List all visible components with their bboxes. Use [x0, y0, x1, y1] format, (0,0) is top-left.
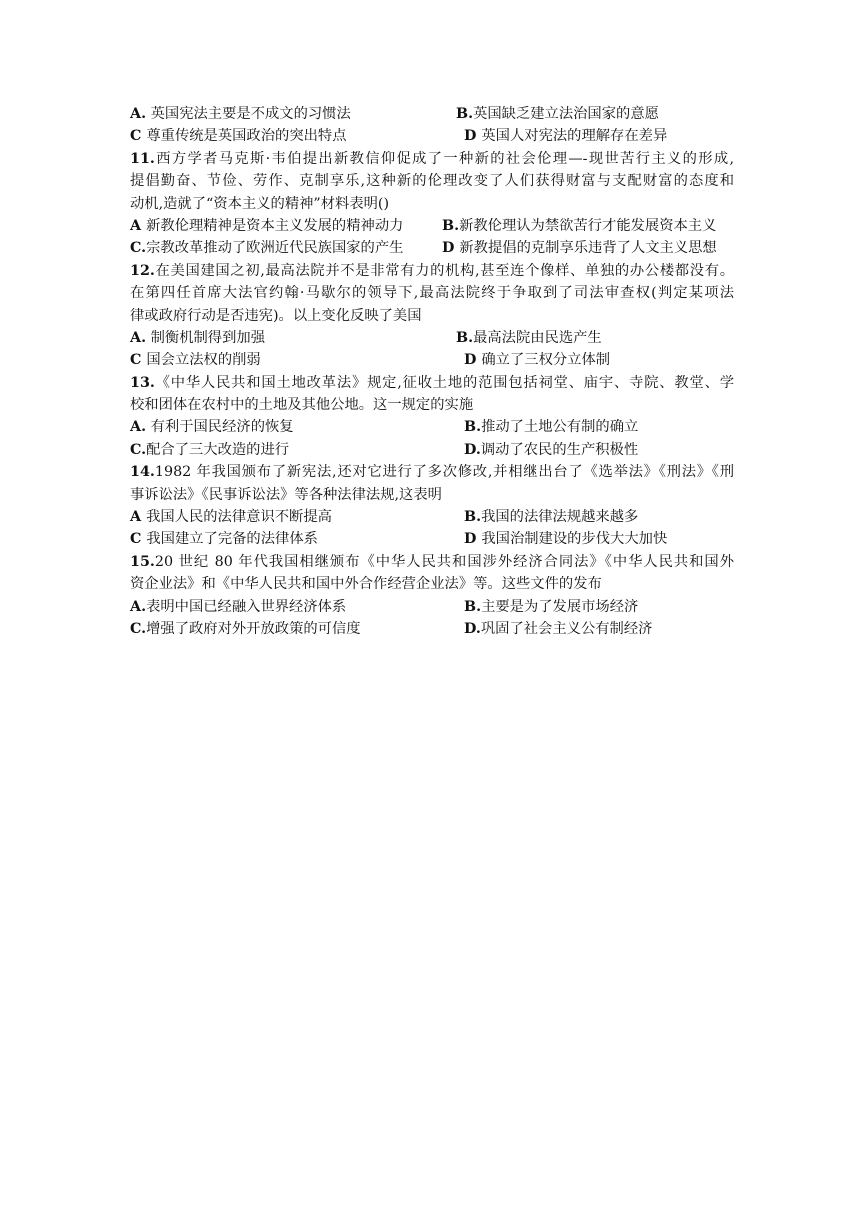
- option-row: [130, 125, 734, 147]
- option-text: 调动了农民的生产积极性: [480, 441, 639, 458]
- option-b[interactable]: [464, 416, 638, 438]
- option-text: 制衡机制得到加强: [146, 329, 265, 346]
- option-c[interactable]: [130, 439, 289, 461]
- question-15: [130, 551, 734, 641]
- option-label: A.: [130, 598, 147, 615]
- option-row: [130, 506, 734, 528]
- question-stem-line: [130, 170, 734, 192]
- option-row: [130, 237, 734, 259]
- option-b[interactable]: [464, 596, 638, 618]
- option-label: D: [464, 128, 482, 145]
- option-text: 增强了政府对外开放政策的可信度: [146, 620, 361, 637]
- question-stem-line: [130, 193, 734, 215]
- option-row: [130, 215, 734, 237]
- option-text: 推动了土地公有制的确立: [481, 419, 639, 436]
- exam-page: [130, 103, 734, 640]
- option-b[interactable]: [442, 215, 716, 237]
- option-row: [130, 416, 734, 438]
- question-stem-text: 20 世纪 80 年代我国相继颁布《中华人民共和国涉外经济合同法》《中华人民共和国外: [154, 553, 734, 570]
- option-text: 宗教改革推动了欧洲近代民族国家的产生: [146, 240, 404, 257]
- option-d[interactable]: [442, 237, 717, 259]
- option-row: [130, 327, 734, 349]
- question-stem-line: [130, 260, 734, 282]
- option-label: D: [464, 352, 482, 369]
- question-11: [130, 148, 734, 260]
- option-a[interactable]: [130, 327, 265, 349]
- option-c[interactable]: [130, 618, 361, 640]
- question-12: [130, 260, 734, 372]
- question-stem-text: 在第四任首席大法官约翰·马歇尔的领导下,最高法院终于争取到了司法审查权(判定某项法: [130, 285, 734, 302]
- option-row: [130, 596, 734, 618]
- question-prev: [130, 103, 734, 148]
- option-text: 尊重传统是英国政治的突出特点: [146, 128, 347, 145]
- option-label: C.: [130, 240, 147, 257]
- question-number: 12.: [130, 262, 155, 279]
- option-label: B.: [456, 106, 474, 122]
- option-c[interactable]: [130, 237, 403, 259]
- question-stem-line: [130, 484, 734, 506]
- option-text: 英国人对宪法的理解存在差异: [481, 128, 668, 145]
- question-number: 11.: [130, 150, 155, 167]
- option-d[interactable]: [464, 125, 667, 147]
- option-a[interactable]: [130, 215, 403, 237]
- option-text: 新教伦理精神是资本主义发展的精神动力: [146, 217, 404, 234]
- option-text: 确立了三权分立体制: [481, 352, 611, 369]
- option-text: 配合了三大改造的进行: [146, 441, 290, 458]
- option-c[interactable]: [130, 125, 347, 147]
- question-stem-line: [130, 305, 734, 327]
- question-stem-text: 在美国建国之初,最高法院并不是非常有力的机构,甚至连个像样、单独的办公楼都没有。: [154, 262, 734, 279]
- option-b[interactable]: [464, 506, 638, 528]
- option-a[interactable]: [130, 103, 351, 125]
- option-row: [130, 439, 734, 461]
- option-label: B.: [464, 419, 482, 436]
- option-label: A.: [130, 106, 147, 122]
- option-c[interactable]: [130, 349, 261, 371]
- option-label: A.: [130, 329, 147, 346]
- option-label: B.: [456, 329, 474, 346]
- question-number: 15.: [130, 553, 155, 570]
- question-stem-text: 《中华人民共和国土地改革法》规定,征收土地的范围包括祠堂、庙宇、寺院、教堂、学: [154, 374, 734, 391]
- option-text: 有利于国民经济的恢复: [146, 419, 294, 436]
- option-a[interactable]: [130, 416, 294, 438]
- option-text: 我国治制建设的步伐大大加快: [481, 531, 668, 548]
- option-d[interactable]: [464, 349, 610, 371]
- option-text: 我国建立了完备的法律体系: [146, 531, 318, 548]
- option-label: C: [130, 531, 147, 548]
- question-stem-text: 事诉讼法》《民事诉讼法》等各种法律法规,这表明: [130, 486, 442, 503]
- option-label: B.: [464, 598, 482, 615]
- question-stem-text: 校和团体在农村中的土地及其他公地。这一规定的实施: [130, 397, 474, 414]
- option-d[interactable]: [464, 439, 638, 461]
- option-text: 英国缺乏建立法治国家的意愿: [473, 106, 659, 122]
- question-stem-line: [130, 573, 734, 595]
- question-13: [130, 372, 734, 462]
- option-text: 我国人民的法律意识不断提高: [146, 509, 332, 526]
- option-text: 新教提倡的克制享乐违背了人文主义思想: [459, 240, 717, 257]
- option-c[interactable]: [130, 528, 318, 550]
- option-label: C.: [130, 620, 147, 637]
- question-stem-text: 提倡勤奋、节俭、劳作、克制享乐,这种新的伦理改变了人们获得财富与支配财富的态度和: [130, 173, 734, 190]
- option-row: [130, 618, 734, 640]
- option-label: D: [464, 531, 482, 548]
- question-number: 14.: [130, 464, 155, 481]
- option-label: C: [130, 128, 147, 145]
- option-label: C: [130, 352, 147, 369]
- option-text: 新教伦理认为禁欲苦行才能发展资本主义: [459, 217, 717, 234]
- option-label: B.: [464, 509, 482, 526]
- option-text: 国会立法权的削弱: [146, 352, 261, 369]
- option-b[interactable]: [456, 103, 659, 125]
- option-label: A: [130, 217, 147, 234]
- option-label: A.: [130, 419, 147, 436]
- question-stem-text: 资企业法》和《中华人民共和国中外合作经营企业法》等。这些文件的发布: [130, 576, 602, 593]
- option-label: C.: [130, 441, 147, 458]
- option-text: 我国的法律法规越来越多: [481, 509, 639, 526]
- option-row: [130, 349, 734, 371]
- question-stem-line: [130, 282, 734, 304]
- option-d[interactable]: [464, 528, 667, 550]
- option-text: 巩固了社会主义公有制经济: [480, 620, 653, 637]
- option-a[interactable]: [130, 506, 332, 528]
- option-row: [130, 103, 734, 125]
- question-stem-line: [130, 148, 734, 170]
- option-label: D: [442, 240, 460, 257]
- question-stem-text: 1982 年我国颁布了新宪法,还对它进行了多次修改,并相继出台了《选举法》《刑法》《刑: [154, 464, 734, 481]
- option-text: 主要是为了发展市场经济: [481, 598, 639, 615]
- option-label: D.: [464, 441, 481, 458]
- option-text: 表明中国已经融入世界经济体系: [146, 598, 347, 615]
- question-stem-line: [130, 551, 734, 573]
- option-label: A: [130, 509, 147, 526]
- option-text: 最高法院由民选产生: [473, 329, 602, 346]
- question-number: 13.: [130, 374, 155, 391]
- option-d[interactable]: [464, 618, 652, 640]
- question-stem-line: [130, 394, 734, 416]
- option-b[interactable]: [456, 327, 602, 349]
- question-stem-line: [130, 372, 734, 394]
- question-stem-text: 动机,造就了“资本主义的精神”材料表明(): [130, 195, 390, 212]
- question-stem-line: [130, 461, 734, 483]
- option-a[interactable]: [130, 596, 346, 618]
- option-label: D.: [464, 620, 481, 637]
- option-label: B.: [442, 217, 460, 234]
- question-stem-text: 西方学者马克斯·韦伯提出新教信仰促成了一种新的社会伦理—-现世苦行主义的形成,: [154, 150, 734, 167]
- question-14: [130, 461, 734, 551]
- question-stem-text: 律或政府行动是否违宪)。以上变化反映了美国: [130, 307, 422, 324]
- option-row: [130, 528, 734, 550]
- option-text: 英国宪法主要是不成文的习惯法: [146, 106, 351, 122]
